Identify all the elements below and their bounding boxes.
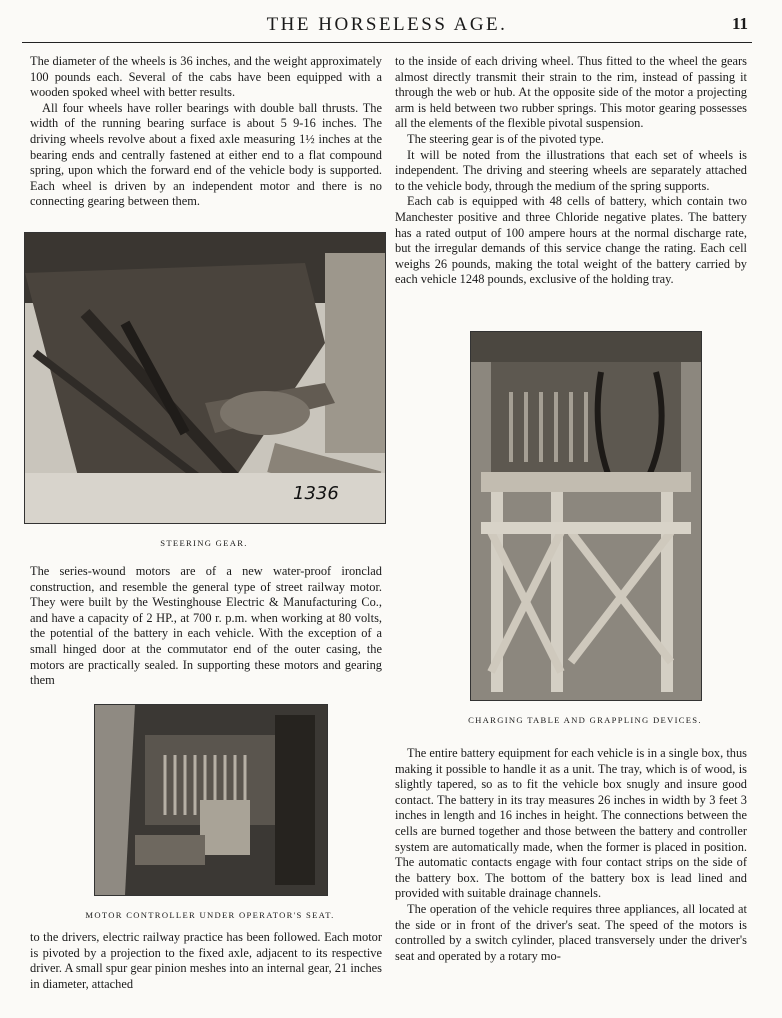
right-column-bottom bbox=[395, 746, 747, 964]
charging-table-caption: CHARGING TABLE AND GRAPPLING DEVICES. bbox=[468, 715, 702, 725]
paragraph: The diameter of the wheels is 36 inches, and the weight approximately 100 pounds each. Several of the cabs have been equipped with a wooden spoked wheel with better results. bbox=[30, 54, 382, 100]
page-number: 11 bbox=[731, 14, 748, 33]
motor-controller-caption: MOTOR CONTROLLER UNDER OPERATOR'S SEAT. bbox=[85, 910, 335, 920]
paragraph: The entire battery equipment for each vehicle is in a single box, thus making it possible to handle it as a unit. The tray, which is of wood, is slightly tapered, so as to fit the vehicle box snugly and insure good contact. The battery in its tray measures 26 inches in width by 3 feet 3 inches in length and 16 inches in height. The connections between the cells are burned together and those between the battery and controller system are automatically made, when the former is placed in position. The automatic contacts engage with four contact strips on the side of the battery box. The bottom of the battery box is lead lined and provided with suitable drainage channels. bbox=[395, 746, 747, 901]
plate-number: 1336 bbox=[293, 483, 339, 504]
left-column-middle bbox=[30, 564, 382, 689]
steering-gear-photo bbox=[24, 232, 386, 524]
paragraph: All four wheels have roller bearings with double ball thrusts. The width of the running bearing surface is about 5 9-16 inches. The driving wheels revolve about a fixed axle measuring 1½ inches at the bearing ends and centrally fastened at either end to a flat compound spring, upon which the forward end of the vehicle body is supported. Each wheel is driven by an independent motor and there is no connecting gearing between them. bbox=[30, 100, 382, 209]
paragraph: Each cab is equipped with 48 cells of battery, which contain two Manchester positive and three Chloride negative plates. The battery has a rated output of 100 ampere hours at the normal discharge rate, but the irregular demands of this service change the rating. Each cell weighs 26 pounds, making the total weight of the battery carried by each vehicle 1248 pounds, exclusive of the holding tray. bbox=[395, 194, 747, 287]
paragraph: The steering gear is of the pivoted type. bbox=[407, 131, 604, 146]
paragraph: The series-wound motors are of a new water-proof ironclad construction, and resemble the general type of street railway motor. They were built by the Westinghouse Electric & Manufacturing Co., and have a capacity of 2 HP., at 700 r. p.m. when working at 80 volts, the potential of the battery in each vehicle. With the exception of a small hinged door at the commutator end of the outer casing, the motors are practically sealed. In supporting these motors and gearing them bbox=[30, 564, 382, 688]
left-column-bottom bbox=[30, 930, 382, 992]
charging-table-photo bbox=[470, 331, 702, 701]
paragraph: to the inside of each driving wheel. Thus fitted to the wheel the gears almost directly transmit their strain to the rim, instead of passing it through the web or hub. At the opposite side of the motor a projecting arm is held between two rubber springs. This motor gearing possesses all the elements of the flexible pivotal suspension. bbox=[395, 54, 747, 131]
paragraph: The operation of the vehicle requires three appliances, all located at the side or in front of the driver's seat. The speed of the motors is controlled by a switch cylinder, placed transversely under the driver's seat and operated by a rotary mo- bbox=[395, 901, 747, 963]
journal-title: THE HORSELESS AGE. bbox=[266, 14, 508, 35]
paragraph: It will be noted from the illustrations that each set of wheels is independent. The driving and steering wheels are separately attached to the vehicle body, through the medium of the spring supports. bbox=[395, 147, 747, 193]
left-column-top bbox=[30, 54, 382, 210]
motor-controller-photo bbox=[94, 704, 328, 896]
right-column-top bbox=[395, 54, 747, 288]
paragraph: to the drivers, electric railway practice has been followed. Each motor is pivoted by a projection to the fixed axle, adjacent to its respective driver. A small spur gear pinion meshes into an internal gear, 21 inches in diameter, attached bbox=[30, 930, 382, 991]
steering-gear-caption: STEERING GEAR. bbox=[160, 538, 248, 548]
page-header bbox=[22, 8, 752, 43]
